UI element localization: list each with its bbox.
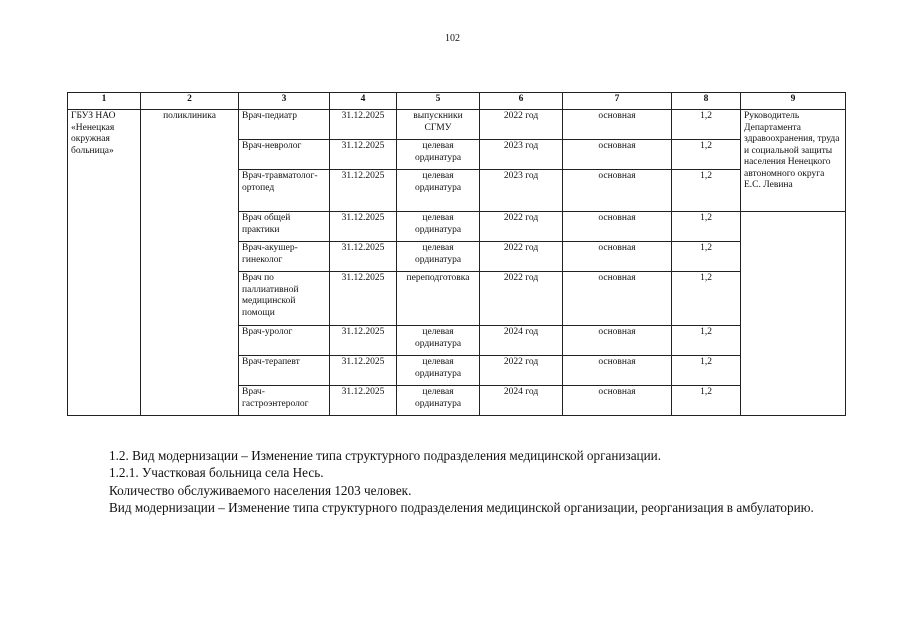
year-cell: 2023 год bbox=[480, 170, 563, 212]
year-cell: 2022 год bbox=[480, 242, 563, 272]
col-header-6: 6 bbox=[480, 93, 563, 110]
col-header-9: 9 bbox=[741, 93, 846, 110]
rate-cell: 1,2 bbox=[672, 326, 741, 356]
date-cell: 31.12.2025 bbox=[330, 242, 397, 272]
position-cell: Врач по паллиативной медицинской помощи bbox=[239, 272, 330, 326]
table-header-row bbox=[68, 93, 846, 110]
paragraph-hospital-name: 1.2.1. Участковая больница села Несь. bbox=[109, 465, 324, 480]
col-header-5: 5 bbox=[397, 93, 480, 110]
source-cell: выпускники СГМУ bbox=[397, 110, 480, 140]
source-cell: целевая ординатура bbox=[397, 242, 480, 272]
col-header-7: 7 bbox=[563, 93, 672, 110]
year-cell: 2022 год bbox=[480, 110, 563, 140]
source-cell: целевая ординатура bbox=[397, 356, 480, 386]
position-cell: Врач-невролог bbox=[239, 140, 330, 170]
paragraph-modernization-type: 1.2. Вид модернизации – Изменение типа структурного подразделения медицинской организации. bbox=[109, 448, 662, 463]
page-number: 102 bbox=[445, 33, 460, 44]
position-cell: Врач-уролог bbox=[239, 326, 330, 356]
source-cell: целевая ординатура bbox=[397, 140, 480, 170]
col-header-3: 3 bbox=[239, 93, 330, 110]
table-row bbox=[68, 110, 846, 140]
source-cell: переподготовка bbox=[397, 272, 480, 326]
type-cell: основная bbox=[563, 386, 672, 416]
year-cell: 2024 год bbox=[480, 326, 563, 356]
source-cell: целевая ординатура bbox=[397, 326, 480, 356]
paragraph-reorganization: Вид модернизации – Изменение типа структурного подразделения медицинской организации, реорганизация в амбулаторию. bbox=[109, 500, 814, 515]
rate-cell: 1,2 bbox=[672, 386, 741, 416]
type-cell: основная bbox=[563, 212, 672, 242]
source-cell: целевая ординатура bbox=[397, 170, 480, 212]
col-header-2: 2 bbox=[141, 93, 239, 110]
type-cell: основная bbox=[563, 242, 672, 272]
date-cell: 31.12.2025 bbox=[330, 110, 397, 140]
paragraph-population: Количество обслуживаемого населения 1203 человек. bbox=[109, 483, 412, 498]
year-cell: 2023 год bbox=[480, 140, 563, 170]
year-cell: 2022 год bbox=[480, 272, 563, 326]
type-cell: основная bbox=[563, 356, 672, 386]
date-cell: 31.12.2025 bbox=[330, 272, 397, 326]
type-cell: основная bbox=[563, 170, 672, 212]
position-cell: Врач-терапевт bbox=[239, 356, 330, 386]
source-cell: целевая ординатура bbox=[397, 386, 480, 416]
rate-cell: 1,2 bbox=[672, 212, 741, 242]
date-cell: 31.12.2025 bbox=[330, 212, 397, 242]
institution-cell: ГБУЗ НАО «Ненецкая окружная больница» bbox=[68, 110, 141, 416]
date-cell: 31.12.2025 bbox=[330, 140, 397, 170]
date-cell: 31.12.2025 bbox=[330, 386, 397, 416]
position-cell: Врач-травматолог-ортопед bbox=[239, 170, 330, 212]
year-cell: 2022 год bbox=[480, 212, 563, 242]
date-cell: 31.12.2025 bbox=[330, 356, 397, 386]
rate-cell: 1,2 bbox=[672, 170, 741, 212]
responsible-cell-empty bbox=[741, 212, 846, 416]
type-cell: основная bbox=[563, 272, 672, 326]
position-cell: Врач-педиатр bbox=[239, 110, 330, 140]
type-cell: основная bbox=[563, 326, 672, 356]
rate-cell: 1,2 bbox=[672, 110, 741, 140]
position-cell: Врач-акушер-гинеколог bbox=[239, 242, 330, 272]
year-cell: 2022 год bbox=[480, 356, 563, 386]
col-header-1: 1 bbox=[68, 93, 141, 110]
type-cell: основная bbox=[563, 140, 672, 170]
responsible-cell: Руководитель Департамента здравоохранения, труда и социальной защиты населения Ненецкого автономного округа Е.С. Левина bbox=[741, 110, 846, 212]
rate-cell: 1,2 bbox=[672, 272, 741, 326]
rate-cell: 1,2 bbox=[672, 356, 741, 386]
year-cell: 2024 год bbox=[480, 386, 563, 416]
subdivision-cell: поликлиника bbox=[141, 110, 239, 416]
rate-cell: 1,2 bbox=[672, 140, 741, 170]
type-cell: основная bbox=[563, 110, 672, 140]
modernization-table bbox=[67, 92, 846, 416]
position-cell: Врач общей практики bbox=[239, 212, 330, 242]
source-cell: целевая ординатура bbox=[397, 212, 480, 242]
rate-cell: 1,2 bbox=[672, 242, 741, 272]
col-header-8: 8 bbox=[672, 93, 741, 110]
position-cell: Врач-гастроэнтеролог bbox=[239, 386, 330, 416]
date-cell: 31.12.2025 bbox=[330, 170, 397, 212]
col-header-4: 4 bbox=[330, 93, 397, 110]
date-cell: 31.12.2025 bbox=[330, 326, 397, 356]
